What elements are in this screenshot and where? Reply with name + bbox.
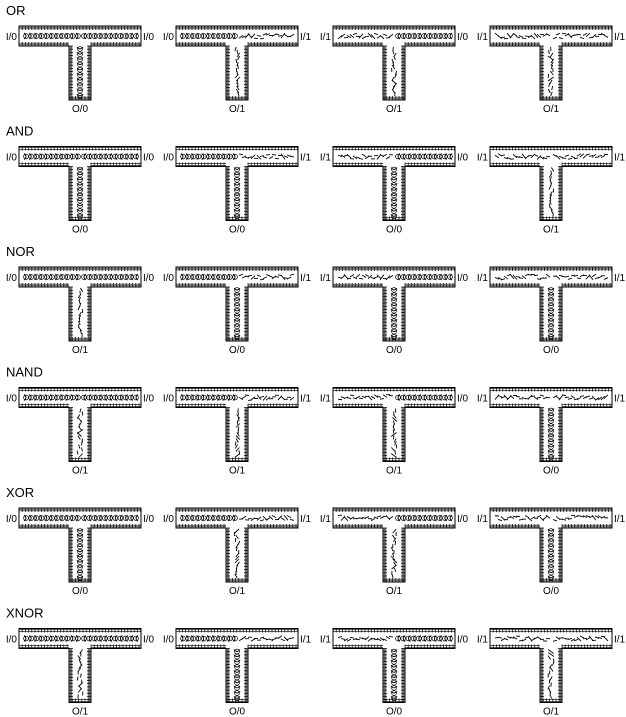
left-input-label: I/1 xyxy=(476,514,488,525)
t-junction-outline xyxy=(490,267,612,341)
gate-title: XOR xyxy=(6,485,35,500)
right-input-label: I/0 xyxy=(143,273,155,284)
gate-tile xyxy=(477,267,626,356)
output-label: O/0 xyxy=(385,345,403,356)
gate-tile xyxy=(163,508,312,597)
t-junction-outline xyxy=(490,508,612,582)
left-input-label: I/0 xyxy=(5,152,17,164)
output-label: O/0 xyxy=(542,586,560,597)
gate-tile xyxy=(477,26,626,115)
output-label: O/1 xyxy=(542,706,560,717)
right-input-label: I/1 xyxy=(300,273,312,284)
output-label: O/0 xyxy=(228,224,246,236)
left-input-label: I/0 xyxy=(5,393,17,405)
gate-tile xyxy=(320,388,469,477)
right-input-label: I/0 xyxy=(457,514,469,525)
output-label: O/1 xyxy=(71,345,89,356)
output-label: O/0 xyxy=(71,224,89,236)
left-input-label: I/1 xyxy=(476,273,488,284)
gate-tile xyxy=(320,629,469,717)
left-input-label: I/1 xyxy=(476,393,488,405)
gate-tile xyxy=(163,267,312,356)
gate-tile xyxy=(320,267,469,356)
gate-tile xyxy=(163,147,312,236)
output-label: O/0 xyxy=(228,706,246,717)
left-input-label: I/0 xyxy=(5,634,17,646)
gate-tile xyxy=(163,26,312,115)
left-input-label: I/1 xyxy=(476,32,488,43)
right-input-label: I/0 xyxy=(143,152,155,164)
output-label: O/1 xyxy=(228,586,246,597)
left-input-label: I/1 xyxy=(319,152,331,164)
right-input-label: I/1 xyxy=(300,32,312,43)
output-label: O/0 xyxy=(71,586,89,597)
gate-tile xyxy=(477,147,626,236)
gate-tile xyxy=(477,388,626,477)
right-input-label: I/1 xyxy=(614,514,626,525)
gate-tile xyxy=(320,508,469,597)
gate-title: NAND xyxy=(6,364,43,380)
left-input-label: I/0 xyxy=(162,273,174,284)
output-label: O/0 xyxy=(385,224,403,236)
left-input-label: I/1 xyxy=(476,634,488,646)
output-label: O/1 xyxy=(228,104,246,115)
gate-tile xyxy=(6,388,155,477)
gate-tile xyxy=(163,388,312,477)
right-input-label: I/1 xyxy=(614,273,626,284)
gate-title: NOR xyxy=(6,244,35,259)
right-input-label: I/0 xyxy=(457,393,469,405)
output-label: O/0 xyxy=(228,345,246,356)
right-input-label: I/1 xyxy=(300,514,312,525)
right-input-label: I/0 xyxy=(143,393,155,405)
left-input-label: I/1 xyxy=(319,32,331,43)
right-input-label: I/0 xyxy=(457,634,469,646)
gate-tile xyxy=(477,508,626,597)
output-label: O/1 xyxy=(71,706,89,717)
output-label: O/0 xyxy=(385,706,403,717)
left-input-label: I/0 xyxy=(5,514,17,525)
output-label: O/0 xyxy=(542,465,560,477)
output-label: O/1 xyxy=(71,465,89,477)
right-input-label: I/1 xyxy=(300,152,312,164)
left-input-label: I/1 xyxy=(319,634,331,646)
right-input-label: I/1 xyxy=(300,393,312,405)
output-label: O/1 xyxy=(542,224,560,236)
right-input-label: I/1 xyxy=(300,634,312,646)
left-input-label: I/1 xyxy=(319,273,331,284)
left-input-label: I/0 xyxy=(162,634,174,646)
right-input-label: I/0 xyxy=(457,273,469,284)
gate-title: AND xyxy=(6,123,34,139)
right-input-label: I/0 xyxy=(457,152,469,164)
output-label: O/1 xyxy=(385,104,403,115)
gate-tile xyxy=(477,629,626,717)
output-label: O/0 xyxy=(542,345,560,356)
right-input-label: I/0 xyxy=(457,32,469,43)
left-input-label: I/0 xyxy=(5,32,17,43)
gate-tile xyxy=(6,26,155,115)
left-input-label: I/0 xyxy=(162,514,174,525)
gate-tile xyxy=(320,147,469,236)
gate-tile xyxy=(163,629,312,717)
left-input-label: I/0 xyxy=(162,152,174,164)
right-input-label: I/0 xyxy=(143,32,155,43)
right-input-label: I/0 xyxy=(143,634,155,646)
gate-tile xyxy=(6,267,155,356)
right-input-label: I/1 xyxy=(614,152,626,164)
left-input-label: I/0 xyxy=(5,273,17,284)
left-input-label: I/1 xyxy=(476,152,488,164)
gate-tile xyxy=(6,147,155,236)
output-label: O/1 xyxy=(542,104,560,115)
output-label: O/1 xyxy=(385,465,403,477)
left-input-label: I/1 xyxy=(319,393,331,405)
right-input-label: I/1 xyxy=(614,634,626,646)
gate-tile xyxy=(6,508,155,597)
output-label: O/0 xyxy=(71,104,89,115)
gate-title: OR xyxy=(6,3,26,18)
gate-title: XNOR xyxy=(6,605,44,621)
left-input-label: I/0 xyxy=(162,393,174,405)
left-input-label: I/1 xyxy=(319,514,331,525)
left-input-label: I/0 xyxy=(162,32,174,43)
right-input-label: I/0 xyxy=(143,514,155,525)
right-input-label: I/1 xyxy=(614,393,626,405)
output-label: O/1 xyxy=(385,586,403,597)
output-label: O/1 xyxy=(228,465,246,477)
right-input-label: I/1 xyxy=(614,32,626,43)
gate-tile xyxy=(6,629,155,717)
gate-tile xyxy=(320,26,469,115)
